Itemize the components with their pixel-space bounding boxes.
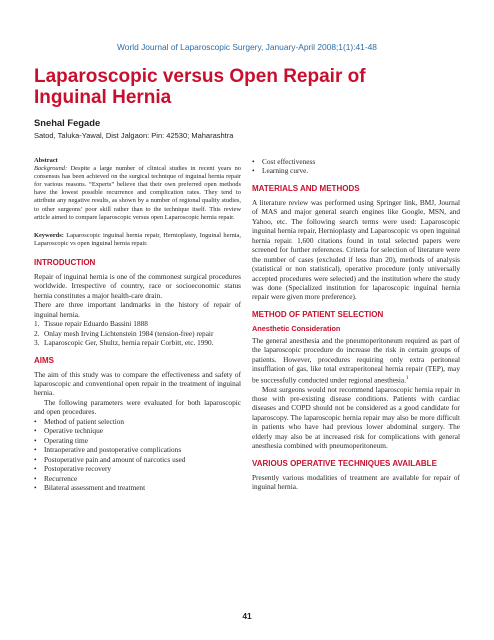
list-number: 1. [34, 319, 40, 329]
list-item-text: Method of patient selection [44, 416, 125, 426]
list-item [34, 445, 241, 454]
keywords-label: Keywords: [34, 231, 64, 239]
aims-paragraph-1: The aim of this study was to compare the effectiveness and safety of laparoscopic and conventional open repair in the treatment of inguinal hernia. [34, 369, 241, 398]
list-item [34, 483, 241, 492]
abstract-heading: Abstract [34, 157, 58, 164]
list-item-text: Postoperative recovery [44, 464, 112, 474]
patient-selection-paragraph-2: Most surgeons would not recommend laparoscopic hernia repair in those with pre-existing disease conditions. Patients with cardiac diseases and COPD should not be considered as a good candidate for laparoscopy. The laparoscopic hernia repair may also be more difficult in patients who have had previous lower abdominal surgery. The elderly may also be at increased risk for complications with general anesthesia combined with pneumoperitoneum. [252, 384, 460, 451]
patient-selection-paragraph-1 [252, 336, 460, 385]
list-item-text: Postoperative pain and amount of narcotics used [44, 454, 186, 464]
list-item-text: Learning curve. [262, 166, 309, 176]
anesthetic-subheading: Anesthetic Consideration [252, 323, 341, 333]
journal-header: World Journal of Laparoscopic Surgery, January-April 2008;1(1):41-48 [117, 42, 377, 52]
abstract-keywords [34, 232, 241, 248]
parameter-list-continued [252, 157, 460, 176]
page-number: 41 [242, 611, 252, 621]
list-item-text: Onlay mesh Irving Lichtenstein 1984 (tension-free) repair [44, 328, 214, 338]
aims-paragraph-2: The following parameters were evaluated for both laparoscopic and open procedures. [34, 397, 241, 417]
abstract-block [34, 157, 241, 248]
list-item-text: Operating time [44, 435, 88, 445]
introduction-heading: INTRODUCTION [34, 257, 96, 267]
keywords-text: Laparoscopic inguinal hernia repair, Hernioplasty, Inguinal hernia, Laparoscopic vs open inguinal hernia repair. [34, 231, 241, 247]
list-item [34, 474, 241, 483]
paragraph-text: The general anesthesia and the pneumoperitoneum required as part of the laparoscopic procedure do increase the risk in certain groups of patients. However, procedures requiring only extra peritoneal insufflation of gas, like total extraperitoneal hernia repair (TEP), may be successfully conducted under regional anesthesia. [252, 335, 460, 385]
landmark-list [34, 319, 241, 347]
bullet-icon: • [34, 426, 37, 436]
bullet-icon: • [252, 157, 255, 166]
list-item-text: Laparoscopic Ger, Shultz, hernia repair Corbitt, etc. 1990. [44, 338, 214, 348]
list-item [34, 338, 241, 347]
bullet-icon: • [34, 435, 37, 445]
introduction-paragraph-2: There are three important landmarks in the history of repair of inguinal hernia. [34, 300, 241, 319]
list-item-text: Intraoperative and postoperative complications [44, 445, 182, 455]
patient-selection-heading: METHOD OF PATIENT SELECTION [252, 309, 384, 319]
techniques-paragraph: Presently various modalities of treatment are available for repair of inguinal hernia. [252, 472, 460, 492]
bullet-icon: • [34, 445, 37, 455]
background-label: Background: [34, 165, 68, 173]
bullet-icon: • [34, 416, 37, 426]
bullet-icon: • [34, 464, 37, 474]
list-item-text: Recurrence [44, 473, 78, 483]
list-item-text: Bilateral assessment and treatment [44, 483, 146, 492]
list-number: 2. [34, 328, 40, 338]
materials-paragraph: A literature review was performed using Springer link, BMJ, Journal of MAS and major general search engines like Google, MSN, and Yahoo, etc. The following search terms were used: Laparoscopic inguinal hernia repair, Hernioplasty and Laparoscopic vs open inguinal hernia repair. 1,600 citations found in total selected papers were screened for further references. Criteria for selection of literature were the number of cases (excluded if less than 20), methods of analysis (statistical or non statistical), operative procedure (only universally accepted procedures were selected) and the institution where the study was done (Specialized institution for laparoscopic inguinal hernia repair were given more preference). [252, 197, 460, 302]
list-item [34, 436, 241, 445]
list-item-text: Cost effectiveness [262, 157, 316, 166]
author-affiliation: Satod, Taluka-Yawal, Dist Jalgaon: Pin: 42530; Maharashtra [34, 131, 234, 140]
list-item [34, 455, 241, 464]
list-item [34, 319, 241, 328]
article-title-line-1: Laparoscopic versus Open Repair of [34, 66, 366, 87]
list-item [252, 157, 460, 166]
parameter-list [34, 417, 241, 493]
aims-heading: AIMS [34, 355, 54, 365]
list-item [34, 417, 241, 426]
bullet-icon: • [34, 454, 37, 464]
author-name: Snehal Fegade [34, 117, 101, 128]
article-title-line-2: Inguinal Hernia [34, 87, 172, 108]
abstract-background [34, 165, 241, 222]
bullet-icon: • [34, 473, 37, 483]
list-item-text: Tissue repair Eduardo Bassini 1888 [44, 319, 148, 329]
bullet-icon: • [34, 483, 37, 492]
background-text: Despite a large number of clinical studies in recent years no consensus has been achieved on the surgical technique of inguinal hernia repair for various reasons. “Experts” believe that their own preferred open methods have the lowest possible recurrence and complication rates. They tend to attribute any negative results, as shown by a number of regional quality studies, to other surgeons’ poor skill rather than to the technique itself. This review article aimed to compare laparoscopic versus open Laparoscopic hernia repair. [34, 165, 241, 221]
list-item [34, 464, 241, 473]
list-item [252, 166, 460, 175]
article-title [34, 66, 454, 108]
list-item [34, 329, 241, 338]
citation-superscript: 1 [406, 375, 409, 381]
bullet-icon: • [252, 166, 255, 176]
list-item-text: Operative technique [44, 426, 103, 436]
introduction-paragraph-1: Repair of inguinal hernia is one of the commonest surgical procedures worldwide. Irrespective of country, race or socioeconomic status hernia constitutes a major health-care drain. [34, 271, 241, 300]
right-column [252, 157, 460, 492]
techniques-heading: VARIOUS OPERATIVE TECHNIQUES AVAILABLE [252, 458, 437, 468]
left-column [34, 157, 241, 492]
list-item [34, 426, 241, 435]
materials-heading: MATERIALS AND METHODS [252, 183, 360, 193]
list-number: 3. [34, 338, 40, 348]
